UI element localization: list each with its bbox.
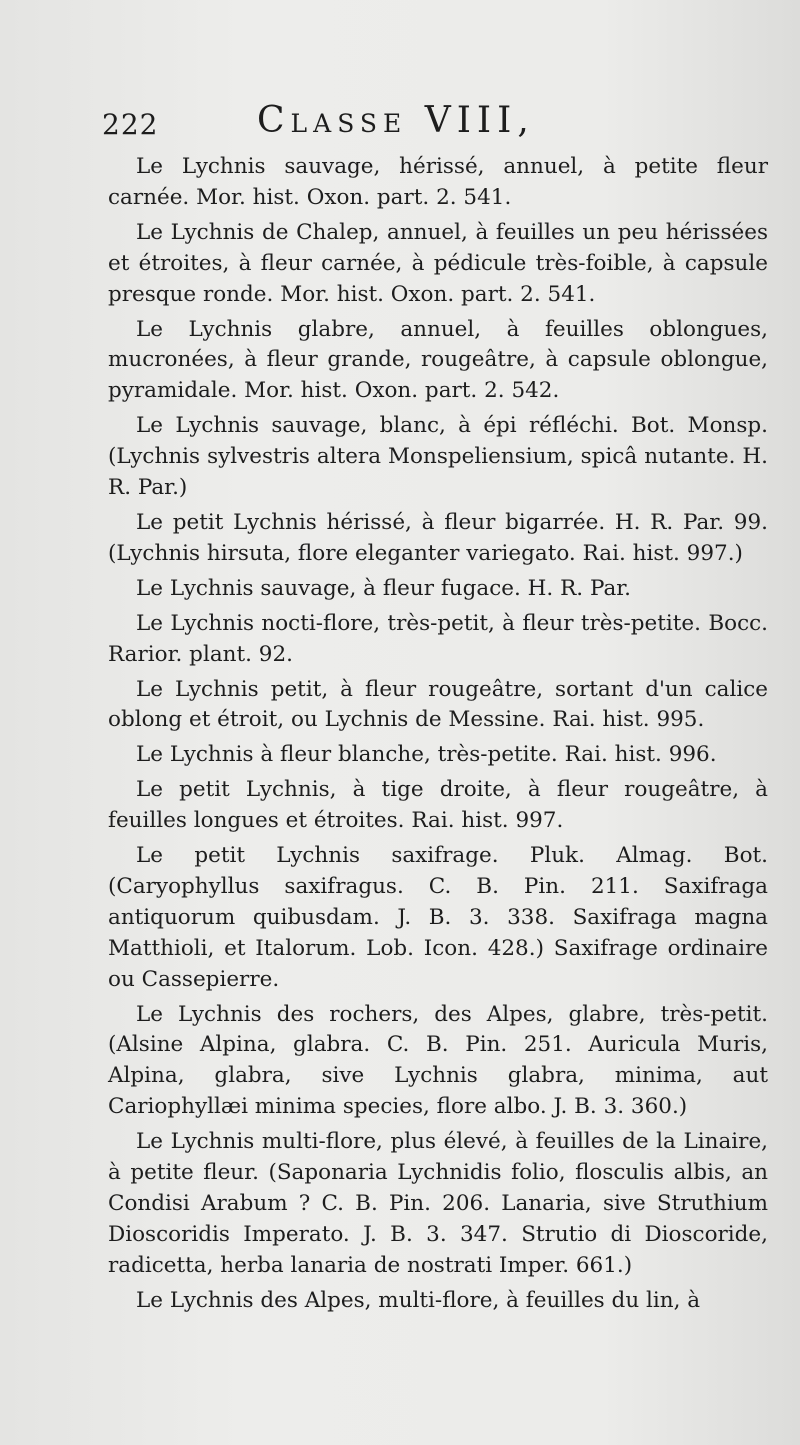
entry-paragraph: Le Lychnis nocti-flore, très-petit, à fleur très-petite. Bocc. Rarior. plant. 92. — [108, 610, 768, 667]
entry-paragraph: Le Lychnis de Chalep, annuel, à feuilles un peu hérissées et étroites, à fleur carnée, à pédicule très-foible, à capsule presque ronde. Mor. hist. Oxon. part. 2. 541. — [108, 219, 768, 307]
entry-paragraph: Le Lychnis des Alpes, multi-flore, à feuilles du lin, à — [136, 1287, 701, 1313]
page-number: 222 — [102, 108, 159, 141]
entry-paragraph: Le Lychnis sauvage, hérissé, annuel, à petite fleur carnée. Mor. hist. Oxon. part. 2. 541. — [108, 154, 768, 210]
entry-paragraph: Le Lychnis glabre, annuel, à feuilles oblongues, mucronées, à fleur grande, rougeâtre, à capsule oblongue, pyramidale. Mor. hist. Oxon. part. 2. 542. — [108, 316, 768, 404]
running-head: Classe VIII, — [257, 100, 535, 141]
entry-paragraph: Le Lychnis à fleur blanche, très-petite. Rai. hist. 996. — [136, 742, 717, 768]
entry-paragraph: Le Lychnis petit, à fleur rougeâtre, sortant d'un calice oblong et étroit, ou Lychnis de Messine. Rai. hist. 995. — [108, 676, 768, 733]
entry-paragraph: Le petit Lychnis, à tige droite, à fleur rougeâtre, à feuilles longues et étroites. Rai. hist. 997. — [108, 777, 768, 834]
entry-paragraph: Le Lychnis multi-flore, plus élevé, à feuilles de la Linaire, à petite fleur. (Saponaria Lychnidis folio, flosculis albis, an Condisi Arabum ? C. B. Pin. 206. Lanaria, sive Struthium Dioscoridis Imperato. J. B. 3. 347. Strutio di Dioscoride, radicetta, herba lanaria de nostrati Imper. 661.) — [108, 1129, 768, 1278]
entry-paragraph: Le Lychnis des rochers, des Alpes, glabre, très-petit. (Alsine Alpina, glabra. C. B. Pin. 251. Auricula Muris, Alpina, glabra, sive Lychnis glabra, minima, aut Cariophyllæi minima species, flore albo. J. B. 3. 360.) — [108, 1001, 768, 1120]
page-header — [102, 100, 702, 148]
body-text — [108, 152, 768, 1321]
entry-paragraph: Le petit Lychnis saxifrage. Pluk. Almag. Bot. (Caryophyllus saxifragus. C. B. Pin. 211. Saxifraga antiquorum quibusdam. J. B. 3. 338. Saxifraga magna Matthioli, et Italorum. Lob. Icon. 428.) Saxifrage ordinaire ou Cassepierre. — [108, 843, 768, 992]
entry-paragraph: Le Lychnis sauvage, blanc, à épi réfléchi. Bot. Monsp. (Lychnis sylvestris altera Monspeliensium, spicâ nutante. H. R. Par.) — [108, 413, 768, 501]
entry-paragraph: Le Lychnis sauvage, à fleur fugace. H. R. Par. — [136, 575, 632, 601]
entry-paragraph: Le petit Lychnis hérissé, à fleur bigarrée. H. R. Par. 99. (Lychnis hirsuta, flore eleganter variegato. Rai. hist. 997.) — [108, 509, 768, 566]
